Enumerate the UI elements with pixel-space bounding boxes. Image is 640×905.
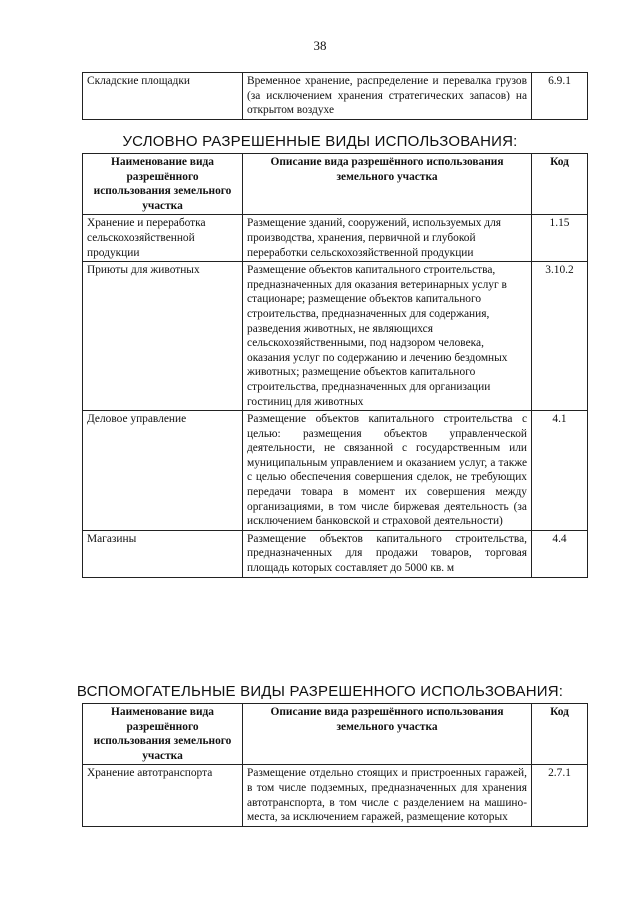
table-row xyxy=(83,765,588,826)
use-code-cell: 3.10.2 xyxy=(532,262,588,411)
use-name-cell: Приюты для животных xyxy=(83,262,243,411)
use-code-cell: 4.4 xyxy=(532,530,588,577)
use-description-cell: Размещение объектов капитального строительства с целью: размещения объектов управленческой деятельности, не связанной с государственным или муниципальным управлением и оказанием услуг, а также с целью обеспечения совершения сделок, не требующих передачи товара в момент их совершения между организациями, в том числе биржевая деятельность (за исключением банковской и страховой деятельности) xyxy=(243,411,532,531)
header-name: Наименование вида разрешённого использования земельного участка xyxy=(83,154,243,215)
table-row xyxy=(83,73,588,120)
use-code-cell: 2.7.1 xyxy=(532,765,588,826)
auxiliary-uses-table xyxy=(82,703,588,827)
use-code-cell: 6.9.1 xyxy=(532,73,588,120)
header-code: Код xyxy=(532,154,588,215)
section-title-auxiliary: ВСПОМОГАТЕЛЬНЫЕ ВИДЫ РАЗРЕШЕННОГО ИСПОЛЬЗОВАНИЯ: xyxy=(76,683,564,700)
table-row xyxy=(83,215,588,262)
use-name-cell: Деловое управление xyxy=(83,411,243,531)
use-description-cell: Размещение объектов капитального строительства, предназначенных для продажи товаров, торговая площадь которых составляет до 5000 кв. м xyxy=(243,530,532,577)
table-row xyxy=(83,530,588,577)
use-code-cell: 4.1 xyxy=(532,411,588,531)
header-description: Описание вида разрешённого использования земельного участка xyxy=(243,154,532,215)
use-description-cell: Размещение зданий, сооружений, используемых для производства, хранения, первичной и глубокой переработки сельскохозяйственной продукции xyxy=(243,215,532,262)
use-name-cell: Магазины xyxy=(83,530,243,577)
table-header-row xyxy=(83,704,588,765)
use-name-cell: Хранение автотранспорта xyxy=(83,765,243,826)
use-name-cell: Хранение и переработка сельскохозяйственной продукции xyxy=(83,215,243,262)
section-title-conditional: УСЛОВНО РАЗРЕШЕННЫЕ ВИДЫ ИСПОЛЬЗОВАНИЯ: xyxy=(122,133,518,150)
table-row xyxy=(83,262,588,411)
top-table xyxy=(82,72,588,120)
header-name: Наименование вида разрешённого использования земельного участка xyxy=(83,704,243,765)
use-description-cell: Временное хранение, распределение и перевалка грузов (за исключением хранения стратегических запасов) на открытом воздухе xyxy=(243,73,532,120)
table-row xyxy=(83,411,588,531)
use-description-cell: Размещение отдельно стоящих и пристроенных гаражей, в том числе подземных, предназначенных для хранения автотранспорта, в том числе с разделением на машино-места, за исключением гаражей, размещение которых xyxy=(243,765,532,826)
conditional-uses-table xyxy=(82,153,588,578)
use-name-cell: Складские площадки xyxy=(83,73,243,120)
use-description-cell: Размещение объектов капитального строительства, предназначенных для оказания ветеринарных услуг в стационаре; размещение объектов капитального строительства, предназначенных для содержания, разведения животных, не являющихся сельскохозяйственными, под надзором человека, оказания услуг по содержанию и лечению бездомных животных; размещение объектов капитального строительства, предназначенных для организации гостиниц для животных xyxy=(243,262,532,411)
page-number: 38 xyxy=(313,38,327,53)
use-code-cell: 1.15 xyxy=(532,215,588,262)
header-code: Код xyxy=(532,704,588,765)
header-description: Описание вида разрешённого использования земельного участка xyxy=(243,704,532,765)
table-header-row xyxy=(83,154,588,215)
